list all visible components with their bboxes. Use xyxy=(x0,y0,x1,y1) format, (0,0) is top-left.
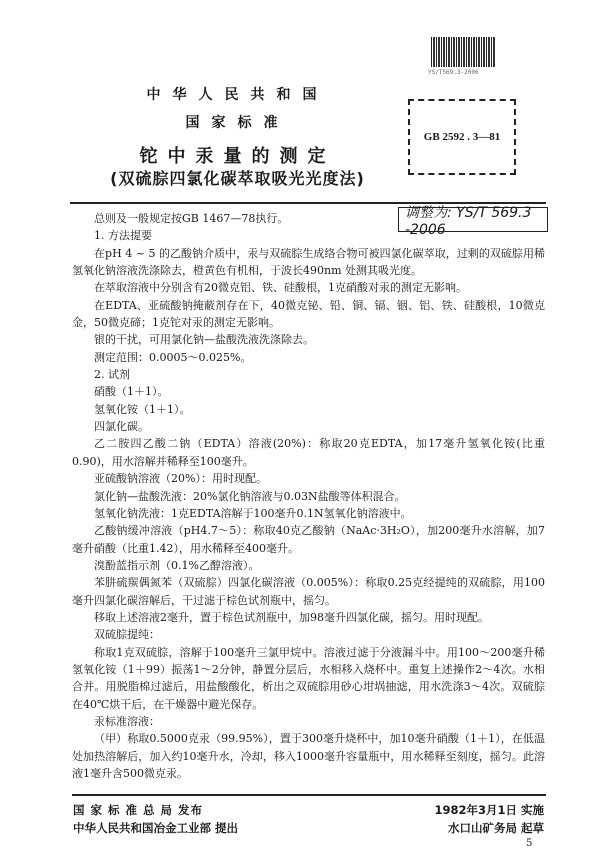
standard-code: GB 2592 . 3—81 xyxy=(423,131,501,143)
paragraph: 称取1克双硫腙，溶解于100毫升三氯甲烷中。溶液过滤于分液漏斗中。用100～200毫升稀氢氧化铵（1＋99）振荡1～2分钟，静置分层后，水相移入烧杯中。重复上述操作2～4次。水相合并。用脱脂棉过滤后，用盐酸酸化，析出之双硫腙用砂心坩埚抽滤，用水洗涤3～4次。双硫腙在40℃烘干后，在干燥器中避光保存。 xyxy=(72,645,545,711)
paragraph: 氢氧化钠洗液：1克EDTA溶解于100毫升0.1N氢氧化钠溶液中。 xyxy=(94,506,412,520)
paragraph: 在萃取溶液中分别含有20微克铝、铁、硅酸根，1克硝酸对汞的测定无影响。 xyxy=(94,281,467,295)
paragraph: 移取上述溶液2毫升，置于棕色试剂瓶中，加98毫升四氯化碳，摇匀。用时现配。 xyxy=(94,610,489,624)
issuer: 国 家 标 准 总 局 发布 xyxy=(73,803,204,817)
paragraph: 苯肼硫羰偶氮苯（双硫腙）四氯化碳溶液（0.005%）：称取0.25克经提纯的双硫腙，用100毫升四氯化碳溶解后，干过滤于棕色试剂瓶中，摇匀。 xyxy=(72,576,545,607)
paragraph: 总则及一般规定按GB 1467—78执行。 xyxy=(94,212,289,225)
revision-stamp: 调整为: YS/T 569.3 -2006 xyxy=(398,207,548,232)
section-heading: 2. 试剂 xyxy=(94,368,130,382)
paragraph: 乙二胺四乙酸二钠（EDTA）溶液(20%)：称取20克EDTA，加17毫升氢氧化铵(比重0.90)，用水溶解并稀释至100毫升。 xyxy=(72,437,545,468)
paragraph: 四氯化碳。 xyxy=(94,420,149,434)
proposer: 中华人民共和国冶金工业部 提出 xyxy=(73,821,239,835)
effective-date: 1982年3月1日 实施 xyxy=(434,803,544,817)
paragraph: 乙酸钠缓冲溶液（pH4.7～5）：称取40克乙酸钠（NaAc·3H₂O），加200毫升水溶解，加7毫升硝酸（比重1.42），用水稀释至400毫升。 xyxy=(72,524,545,555)
page-number: 5 xyxy=(526,838,533,849)
paragraph: 氢氧化铵（1＋1）。 xyxy=(94,402,191,416)
document-body xyxy=(72,210,545,782)
paragraph: 在pH 4 ~ 5 的乙酸钠介质中，汞与双硫腙生成络合物可被四氯化碳萃取，过剩的双硫腙用稀氢氧化钠溶液洗涤除去，橙黄色有机相，于波长490nm 处测其吸光度。 xyxy=(72,246,545,278)
standard-code-box xyxy=(408,99,516,175)
paragraph: 在EDTA、亚硫酸钠掩蔽剂存在下，40微克铋、铅、铜、镉、铟、铝、铁、硅酸根，10微克金，50微克碲；1克铊对汞的测定无影响。 xyxy=(72,298,545,330)
footer-divider xyxy=(72,794,546,796)
document-title: 铊中汞量的测定 xyxy=(139,146,336,167)
paragraph: （甲）称取0.5000克汞（99.95%），置于300毫升烧杯中，加10毫升硝酸（1＋1），在低温处加热溶解后，加入约10毫升水，冷却，移入1000毫升容量瓶中，用水稀释至刻度，摇匀。此溶液1毫升含500微克汞。 xyxy=(72,732,545,780)
paragraph: 银的干扰，可用氯化钠—盐酸洗液洗涤除去。 xyxy=(94,333,314,347)
barcode-caption: YS/T569.3-2006 xyxy=(428,69,479,76)
barcode-image xyxy=(431,37,495,67)
country-heading: 中华人民共和国 xyxy=(146,87,329,103)
standard-type-heading: 国家标准 xyxy=(185,115,290,131)
section-heading: 1. 方法提要 xyxy=(94,229,152,243)
paragraph: 测定范围：0.0005～0.025%。 xyxy=(94,350,252,364)
paragraph: 汞标准溶液： xyxy=(94,714,160,728)
paragraph: 亚硫酸钠溶液（20%）：用时现配。 xyxy=(94,472,267,486)
paragraph: 硝酸（1＋1）。 xyxy=(94,385,169,399)
paragraph: 氯化钠—盐酸洗液：20%氯化钠溶液与0.03N盐酸等体积混合。 xyxy=(94,489,406,503)
document-subtitle: (双硫腙四氯化碳萃取吸光光度法) xyxy=(110,169,365,188)
paragraph: 溴酚蓝指示剂（0.1%乙醇溶液）。 xyxy=(94,558,260,572)
drafter: 水口山矿务局 起草 xyxy=(447,821,544,835)
paragraph: 双硫腙提纯： xyxy=(94,628,160,642)
